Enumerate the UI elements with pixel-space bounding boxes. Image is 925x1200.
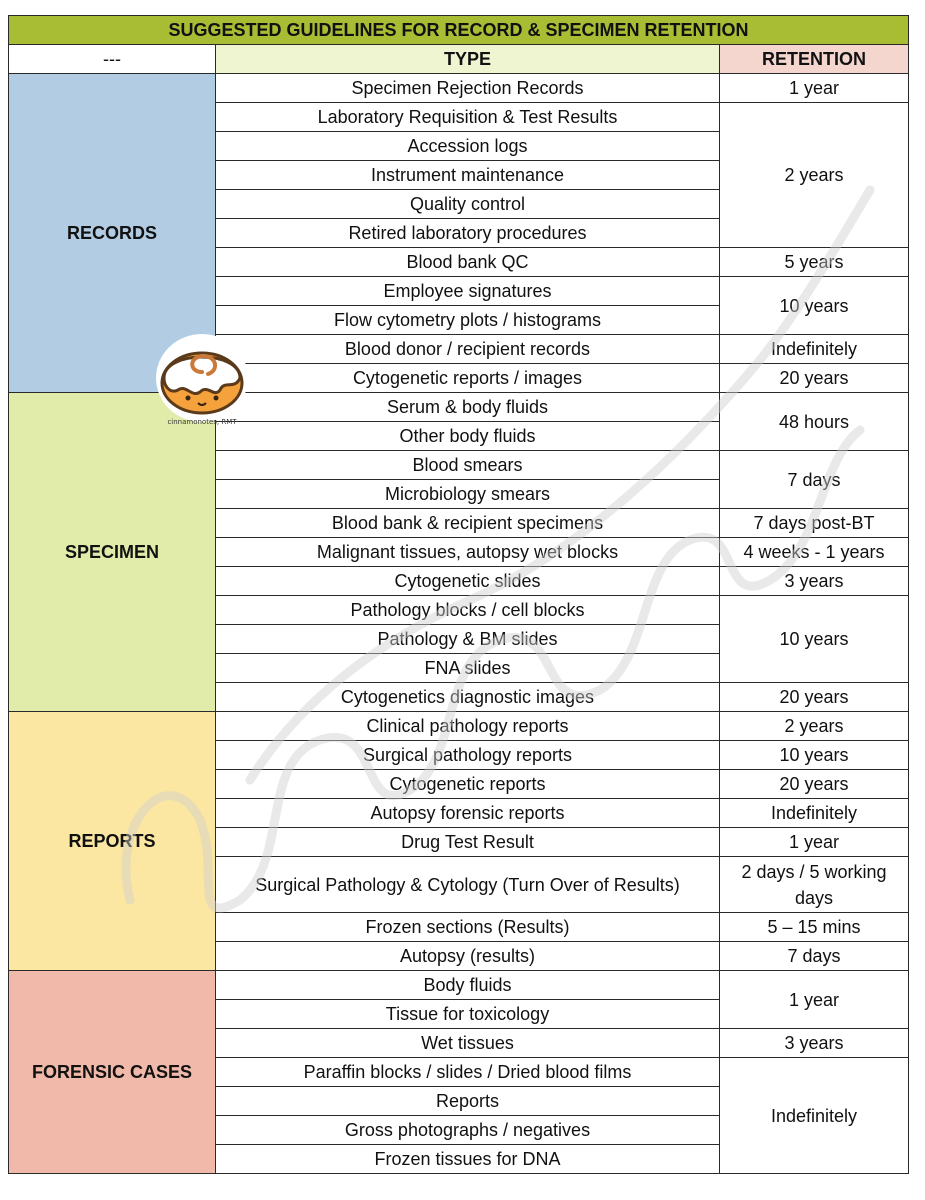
retention-cell: 20 years [720, 683, 909, 712]
retention-cell: 10 years [720, 596, 909, 683]
type-cell: Gross photographs / negatives [216, 1116, 720, 1145]
header-type: TYPE [216, 45, 720, 74]
type-cell: Frozen tissues for DNA [216, 1145, 720, 1174]
type-cell: FNA slides [216, 654, 720, 683]
type-cell: Accession logs [216, 132, 720, 161]
type-cell: Blood bank & recipient specimens [216, 509, 720, 538]
retention-cell: 3 years [720, 1029, 909, 1058]
retention-cell: Indefinitely [720, 1058, 909, 1174]
type-cell: Paraffin blocks / slides / Dried blood films [216, 1058, 720, 1087]
retention-cell: 2 days / 5 working days [720, 857, 909, 913]
type-cell: Reports [216, 1087, 720, 1116]
retention-cell: 7 days [720, 942, 909, 971]
type-cell: Other body fluids [216, 422, 720, 451]
type-cell: Body fluids [216, 971, 720, 1000]
table-title: SUGGESTED GUIDELINES FOR RECORD & SPECIMEN RETENTION [9, 16, 909, 45]
type-cell: Drug Test Result [216, 828, 720, 857]
retention-cell: 5 – 15 mins [720, 913, 909, 942]
type-cell: Blood smears [216, 451, 720, 480]
category-records: RECORDS [9, 74, 216, 393]
retention-cell: 2 years [720, 103, 909, 248]
type-cell: Pathology & BM slides [216, 625, 720, 654]
header-first: --- [9, 45, 216, 74]
type-cell: Surgical Pathology & Cytology (Turn Over of Results) [216, 857, 720, 913]
retention-cell: 10 years [720, 741, 909, 770]
type-cell: Microbiology smears [216, 480, 720, 509]
category-reports: REPORTS [9, 712, 216, 971]
retention-cell: 48 hours [720, 393, 909, 451]
type-cell: Clinical pathology reports [216, 712, 720, 741]
retention-cell: 10 years [720, 277, 909, 335]
retention-cell: 1 year [720, 828, 909, 857]
type-cell: Flow cytometry plots / histograms [216, 306, 720, 335]
retention-cell: 7 days [720, 451, 909, 509]
retention-cell: 7 days post-BT [720, 509, 909, 538]
retention-cell: 1 year [720, 74, 909, 103]
type-cell: Malignant tissues, autopsy wet blocks [216, 538, 720, 567]
retention-table [8, 15, 909, 1174]
category-specimen: SPECIMEN [9, 393, 216, 712]
type-cell: Wet tissues [216, 1029, 720, 1058]
retention-cell: 5 years [720, 248, 909, 277]
type-cell: Blood donor / recipient records [216, 335, 720, 364]
type-cell: Cytogenetic slides [216, 567, 720, 596]
type-cell: Cytogenetics diagnostic images [216, 683, 720, 712]
type-cell: Cytogenetic reports / images [216, 364, 720, 393]
type-cell: Laboratory Requisition & Test Results [216, 103, 720, 132]
retention-cell: 20 years [720, 364, 909, 393]
type-cell: Specimen Rejection Records [216, 74, 720, 103]
retention-cell: 1 year [720, 971, 909, 1029]
type-cell: Cytogenetic reports [216, 770, 720, 799]
retention-cell: Indefinitely [720, 335, 909, 364]
type-cell: Pathology blocks / cell blocks [216, 596, 720, 625]
type-cell: Autopsy forensic reports [216, 799, 720, 828]
type-cell: Frozen sections (Results) [216, 913, 720, 942]
type-cell: Retired laboratory procedures [216, 219, 720, 248]
type-cell: Quality control [216, 190, 720, 219]
category-forensic: FORENSIC CASES [9, 971, 216, 1174]
type-cell: Serum & body fluids [216, 393, 720, 422]
type-cell: Autopsy (results) [216, 942, 720, 971]
retention-cell: 2 years [720, 712, 909, 741]
type-cell: Surgical pathology reports [216, 741, 720, 770]
cinnamon-roll-sticker-icon [150, 328, 255, 428]
retention-cell: 3 years [720, 567, 909, 596]
type-cell: Blood bank QC [216, 248, 720, 277]
retention-cell: Indefinitely [720, 799, 909, 828]
retention-cell: 4 weeks - 1 years [720, 538, 909, 567]
sticker-caption: cinnamonotes, RMT [167, 418, 237, 426]
type-cell: Instrument maintenance [216, 161, 720, 190]
header-retention: RETENTION [720, 45, 909, 74]
type-cell: Employee signatures [216, 277, 720, 306]
type-cell: Tissue for toxicology [216, 1000, 720, 1029]
retention-cell: 20 years [720, 770, 909, 799]
